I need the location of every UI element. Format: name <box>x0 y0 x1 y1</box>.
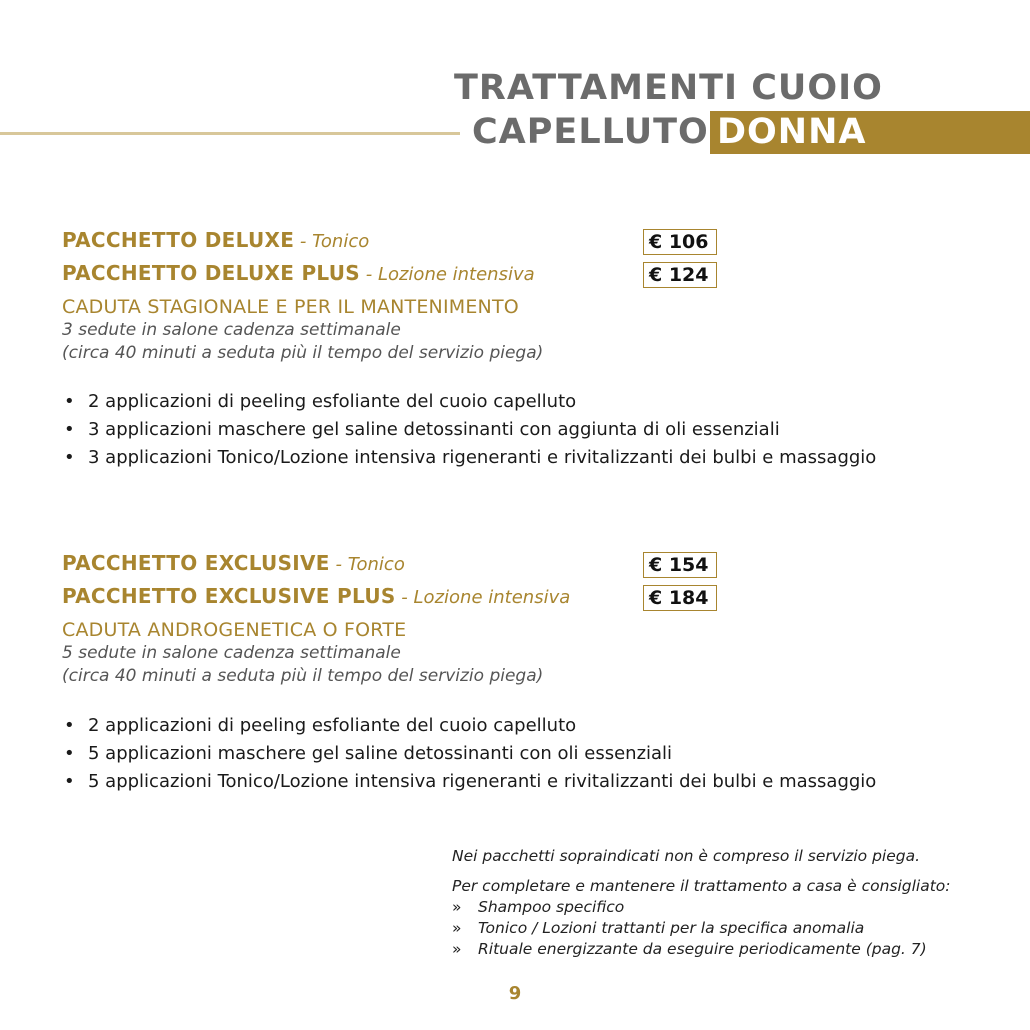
note-item: » Rituale energizzante da eseguire periodicamente (pag. 7) <box>452 940 927 958</box>
page-number: 9 <box>508 983 522 1004</box>
package-separator: - <box>395 587 414 608</box>
treatment-list <box>62 388 876 472</box>
page-title-accent: DONNA <box>717 112 867 152</box>
note-item: » Shampoo specifico <box>452 898 625 916</box>
package-subtitle: Tonico <box>312 231 370 252</box>
bullet-icon: • <box>64 715 75 736</box>
bullet-icon: • <box>64 447 75 468</box>
bullet-icon: • <box>64 419 75 440</box>
package-subtitle: Lozione intensiva <box>413 587 571 608</box>
package-deluxe <box>62 228 369 252</box>
list-item: • 5 applicazioni maschere gel saline detossinanti con oli essenziali <box>62 740 876 768</box>
session-detail: (circa 40 minuti a seduta più il tempo del servizio piega) <box>62 343 544 363</box>
price-badge: € 106 <box>643 229 717 255</box>
bullet-icon: • <box>64 771 75 792</box>
bullet-icon: • <box>64 743 75 764</box>
package-separator: - <box>329 554 348 575</box>
price-badge: € 154 <box>643 552 717 578</box>
category-label: CADUTA STAGIONALE E PER IL MANTENIMENTO <box>62 296 519 318</box>
raquo-icon: » <box>452 940 462 958</box>
list-item: • 3 applicazioni maschere gel saline detossinanti con aggiunta di oli essenziali <box>62 416 876 444</box>
note-line: Nei pacchetti sopraindicati non è compreso il servizio piega. <box>452 847 921 865</box>
raquo-icon: » <box>452 919 462 937</box>
list-item: • 2 applicazioni di peeling esfoliante del cuoio capelluto <box>62 712 876 740</box>
treatment-list <box>62 712 876 796</box>
session-detail: 5 sedute in salone cadenza settimanale <box>62 643 401 663</box>
package-subtitle: Tonico <box>347 554 405 575</box>
list-item: • 2 applicazioni di peeling esfoliante del cuoio capelluto <box>62 388 876 416</box>
package-exclusive <box>62 551 405 575</box>
session-detail: (circa 40 minuti a seduta più il tempo del servizio piega) <box>62 666 544 686</box>
list-item: • 5 applicazioni Tonico/Lozione intensiva rigeneranti e rivitalizzanti dei bulbi e massaggio <box>62 768 876 796</box>
note-item: » Tonico / Lozioni trattanti per la specifica anomalia <box>452 919 865 937</box>
note-line: Per completare e mantenere il trattamento a casa è consigliato: <box>452 877 951 895</box>
package-name: PACCHETTO DELUXE <box>62 228 295 252</box>
page-title-line1: TRATTAMENTI CUOIO <box>454 68 883 108</box>
price-badge: € 124 <box>643 262 717 288</box>
package-separator: - <box>294 231 313 252</box>
raquo-icon: » <box>452 898 462 916</box>
page-title-line2: CAPELLUTO <box>472 112 709 152</box>
list-item: • 3 applicazioni Tonico/Lozione intensiva rigeneranti e rivitalizzanti dei bulbi e massaggio <box>62 444 876 472</box>
package-name: PACCHETTO DELUXE PLUS <box>62 261 360 285</box>
package-separator: - <box>359 264 378 285</box>
package-deluxe-plus <box>62 261 535 285</box>
footnotes <box>452 845 1012 960</box>
package-name: PACCHETTO EXCLUSIVE <box>62 551 330 575</box>
category-label: CADUTA ANDROGENETICA O FORTE <box>62 619 407 641</box>
session-detail: 3 sedute in salone cadenza settimanale <box>62 320 401 340</box>
package-name: PACCHETTO EXCLUSIVE PLUS <box>62 584 396 608</box>
header-rule <box>0 132 460 135</box>
package-exclusive-plus <box>62 584 570 608</box>
price-badge: € 184 <box>643 585 717 611</box>
bullet-icon: • <box>64 391 75 412</box>
package-subtitle: Lozione intensiva <box>377 264 535 285</box>
